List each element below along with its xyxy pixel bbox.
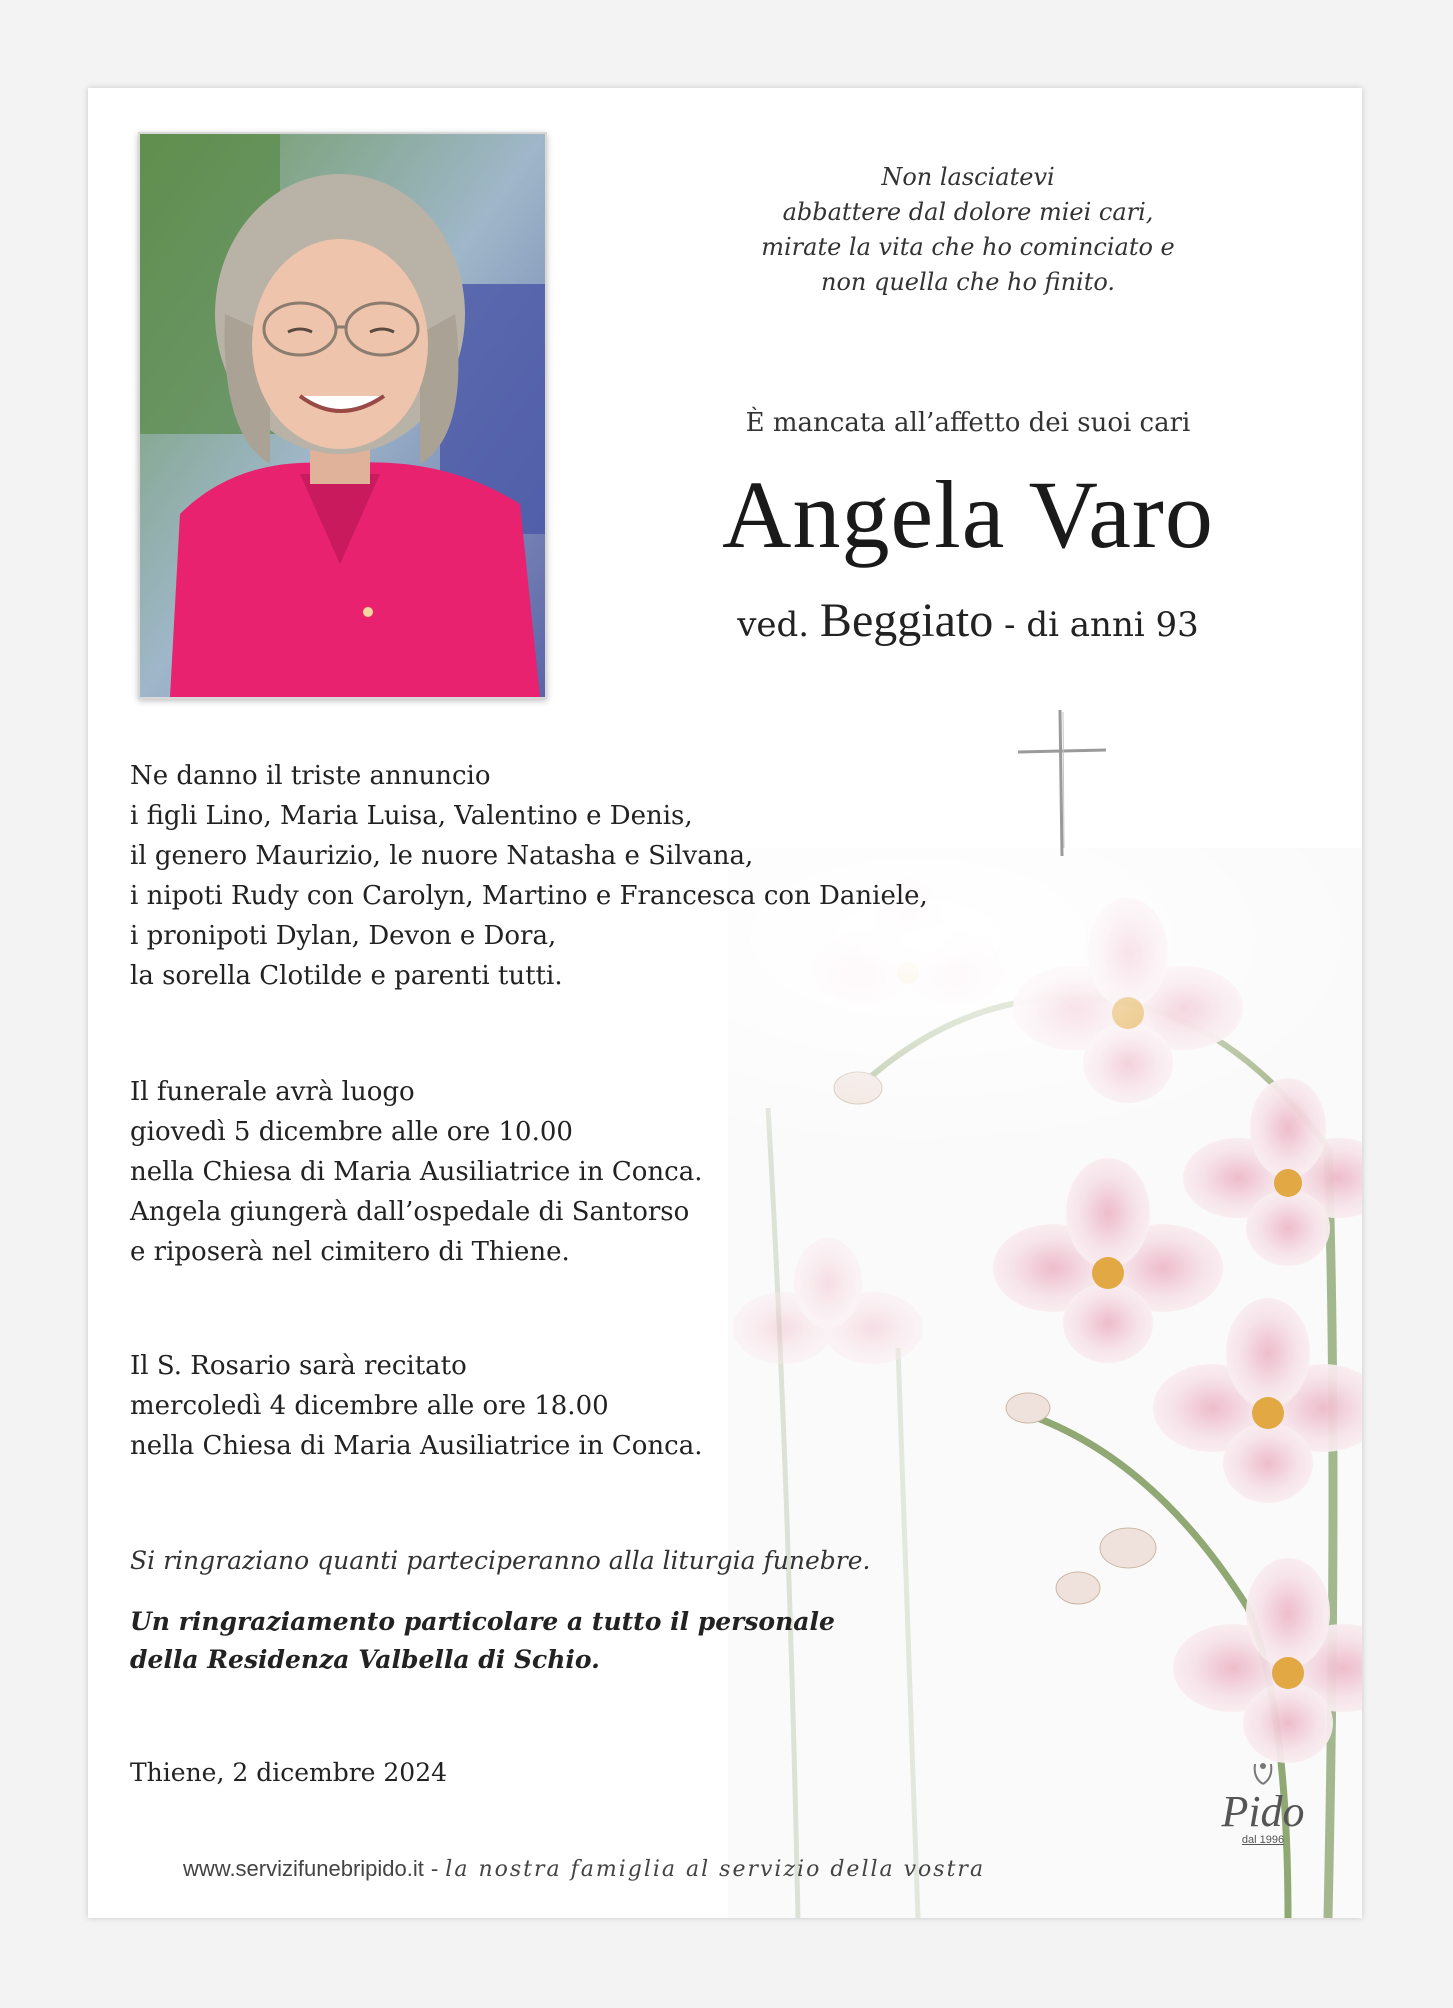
funeral-line: nella Chiesa di Maria Ausiliatrice in Conca. — [130, 1157, 703, 1187]
portrait-photo — [138, 132, 547, 699]
family-announcement — [130, 756, 928, 996]
logo-since: dal 1996 — [1241, 1834, 1285, 1846]
widow-prefix: ved. — [737, 605, 810, 645]
deceased-name: Angela Varo — [722, 461, 1214, 568]
announcement-intro: È mancata all’affetto dei suoi cari — [745, 408, 1191, 438]
maiden-name: Beggiato — [819, 594, 994, 647]
funeral-home-logo — [1208, 1758, 1318, 1846]
quote-line: abbattere dal dolore miei cari, — [782, 198, 1154, 226]
funeral-line: Il funerale avrà luogo — [130, 1077, 415, 1107]
obituary-sheet — [88, 88, 1362, 1918]
family-line: i pronipoti Dylan, Devon e Dora, — [130, 921, 557, 951]
cross-icon — [1018, 708, 1108, 858]
family-line: i nipoti Rudy con Carolyn, Martino e Francesca con Daniele, — [130, 881, 928, 911]
special-thanks-line: Un ringraziamento particolare a tutto il personale — [130, 1607, 835, 1636]
family-line: il genero Maurizio, le nuore Natasha e Silvana, — [130, 841, 754, 871]
rosary-line: Il S. Rosario sarà recitato — [130, 1351, 467, 1381]
family-line: i figli Lino, Maria Luisa, Valentino e Denis, — [130, 801, 693, 831]
website-link[interactable]: www.servizifunebripido.it — [183, 1856, 424, 1881]
rosary-line: mercoledì 4 dicembre alle ore 18.00 — [130, 1391, 609, 1421]
age-text: - di anni 93 — [1004, 605, 1199, 645]
quote-line: non quella che ho finito. — [820, 268, 1115, 296]
quote-line: mirate la vita che ho cominciato e — [761, 233, 1175, 261]
special-thanks — [130, 1603, 835, 1679]
footer-tagline: la nostra famiglia al servizio della vostra — [445, 1857, 986, 1882]
footer — [183, 1856, 985, 1882]
family-line: Ne danno il triste annuncio — [130, 761, 491, 791]
funeral-line: giovedì 5 dicembre alle ore 10.00 — [130, 1117, 573, 1147]
footer-separator: - — [423, 1857, 446, 1882]
logo-brand: Pido — [1221, 1787, 1305, 1836]
wreath-icon — [1251, 1758, 1275, 1786]
widow-age-line — [628, 593, 1308, 648]
memorial-quote — [688, 160, 1248, 300]
family-line: la sorella Clotilde e parenti tutti. — [130, 961, 563, 991]
general-thanks: Si ringraziano quanti parteciperanno alla liturgia funebre. — [130, 1546, 871, 1575]
funeral-details — [130, 1072, 703, 1272]
rosary-details — [130, 1346, 703, 1466]
funeral-line: e riposerà nel cimitero di Thiene. — [130, 1237, 570, 1267]
rosary-line: nella Chiesa di Maria Ausiliatrice in Conca. — [130, 1431, 703, 1461]
funeral-line: Angela giungerà dall’ospedale di Santorso — [130, 1197, 690, 1227]
place-and-date: Thiene, 2 dicembre 2024 — [130, 1758, 448, 1787]
special-thanks-line: della Residenza Valbella di Schio. — [130, 1645, 600, 1674]
quote-line: Non lasciatevi — [881, 163, 1055, 191]
